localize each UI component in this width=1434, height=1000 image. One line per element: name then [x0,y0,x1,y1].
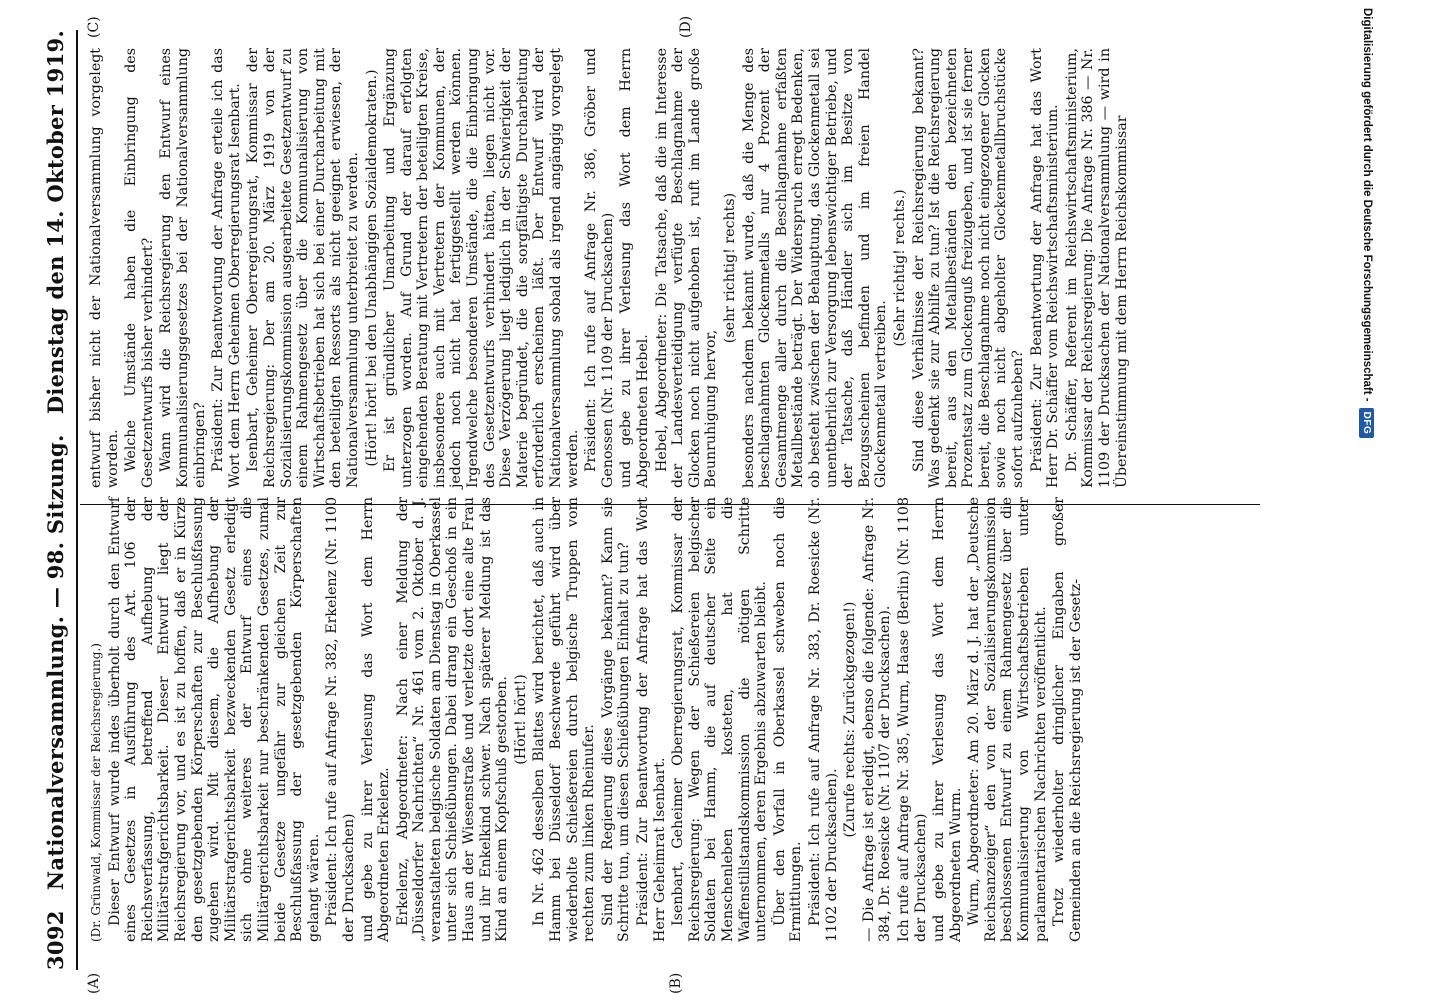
paragraph: Sind diese Verhältnisse der Reichsregierung bekannt? Was gedenkt sie zur Abhilfe zu tun? Ist die Reichsregierung bereit, aus den Metallbeständen den bezeichneten Prozentsatz zum Glockenguß freizugeben, und ist sie ferner bereit, die Beschlagnahme noch nicht eingezogener Glocken sowie noch nicht abgeholter Glockenmetallbruchstücke sofort aufzuheben? [910,48,1027,488]
paragraph: Über den Vorfall in Oberkassel schweben noch die Ermittlungen. [771,497,805,942]
paragraph: Präsident: Ich rufe auf Anfrage Nr. 382, Erkelenz (Nr. 1100 der Drucksachen) [324,497,357,942]
interjection: (Hört! hört!) [512,674,529,765]
paragraph: und gebe zu ihrer Verlesung das Wort dem Herrn Abgeordneten Hebel. [618,48,651,488]
paragraph: besonders nachdem bekannt wurde, daß die Menge des beschlagnahmten Glockenmetalls nur 4 Prozent der Gesamtmenge aller durch die Beschlagnahme erfaßten Metallbestände beträgt. Der Widerspruch erregt Bedenken, ob besteht zwischen der Behauptung, das Glockenmetall sei unentbehrlich zur Versorgung lebenswichtiger Betriebe, und der Tatsache, daß Händler sich im Besitze von Bezugsscheinen befinden und im freien Handel Glockenmetall vertreiben. [740,48,890,488]
margin-mark-b: (B) [668,972,684,994]
page-header [38,30,72,970]
paragraph: Dr. Schäffer, Referent im Reichswirtschaftsministerium, Kommissar der Reichsregierung: Die Anfrage Nr. 386 — Nr. 1109 der Drucksachen der Nationalversammlung — wird in Übereinstimmung mit dem Herrn Reichskommissar [1063,48,1130,488]
page-number: 3092 [42,910,68,970]
left-column [88,497,1086,942]
paragraph: Wann wird die Reichsregierung den Entwurf eines Kommunalisierungsgesetzes bei der Nationalversammlung einbringen? [158,48,208,488]
paragraph: Präsident: Ich rufe auf Anfrage Nr. 383, Dr. Roesicke (Nr. 1102 der Drucksachen). [806,497,840,942]
paragraph: und gebe zu ihrer Verlesung das Wort dem Herrn Abgeordneten Erkelenz. [359,497,393,942]
paragraph: Welche Umstände haben die Einbringung des Gesetzentwurfs bisher verhindert? [123,48,156,488]
dfg-logo: DFG [1360,408,1375,439]
page-title: Nationalversammlung. — 98. Sitzung. [42,434,68,891]
right-column [88,48,1132,488]
interjection: (sehr richtig! rechts) [721,192,738,344]
margin-mark-c: (C) [86,16,102,38]
paragraph: Präsident: Zur Beantwortung der Anfrage hat das Wort Herr Dr. Schäffer vom Reichswirtschaftsministerium. [1028,48,1062,488]
margin-mark-d: (D) [678,15,694,38]
paragraph: und gebe zu ihrer Verlesung das Wort dem Herrn Abgeordneten Wurm. [931,497,964,942]
paragraph: Dieser Entwurf wurde indes überholt durch den Entwurf eines Gesetzes in Ausführung des Art. 106 der Reichsverfassung, betreffend Aufhebung der Militärstrafgerichtsbarkeit. Dieser Entwurf liegt der Reichsregierung vor, und es ist zu hoffen, daß er in Kürze den gesetzgebenden Körperschaften zur Beschlußfassung zugehen wird. Mit diesem, die Aufhebung der Militärstrafgerichtsbarkeit bezweckenden Gesetz erledigt sich ohne weiteres der Entwurf eines die Militärgerichtsbarkeit nur beschränkenden Gesetzes, zumal beide Gesetze ungefähr zur gleichen Zeit zur Beschlußfassung der gesetzgebenden Körperschaften gelangt wären. [106,497,322,942]
digitization-note [1354,8,1380,988]
interjection: (Sehr richtig! rechts.) [891,189,908,347]
header-rule [76,30,78,970]
paragraph: Präsident: Zur Beantwortung der Anfrage erteile ich das Wort dem Herrn Geheimen Oberregierungsrat Isenbart. [210,48,243,488]
paragraph: entwurf bisher nicht der Nationalversammlung vorgelegt worden. [88,48,121,488]
paragraph: (Dr. Grünwald, Kommissar der Reichsregierung.) [89,643,103,942]
paragraph: Wurm, Abgeordneter: Am 20. März d. J. hat der „Deutsche Reichsanzeiger“ den von der Sozialisierungskommission beschlossenen Entwurf zu einem Rahmengesetz über die Kommunalisierung von Wirtschaftsbetrieben unter parlamentarischen Nachrichten veröffentlicht. [966,497,1049,942]
paragraph: Hebel, Abgeordneter: Die Tatsache, daß die im Interesse der Landesverteidigung verfügte Beschlagnahme der Glocken noch nicht aufgehoben ist, ruft im Lande große Beunruhigung hervor, [653,48,720,488]
paragraph: — Die Anfrage ist erledigt, ebenso die folgende: Anfrage Nr. 384, Dr. Roesicke (Nr. 1107 der Drucksachen). [860,497,894,942]
interjection: (Hört! hört! bei den Unabhängigen Sozialdemokraten.) [363,69,380,467]
paragraph: Er ist gründlicher Umarbeitung und Ergänzung unterzogen worden. Auf Grund der darauf erfolgten eingehenden Beratung mit Vertretern der beteiligten Kreise, insbesondere auch mit Vertretern der Kommunen, der jedoch noch nicht hat fertiggestellt werden können. Irgendwelche besonderen Umstände, die die Einbringung des Gesetzentwurfs verhindert hätten, liegen nicht vor. Diese Verzögerung liegt lediglich in der Schwierigkeit der Materie begründet, die die sorgfältigste Durcharbeitung erforderlich erscheinen läßt. Der Entwurf wird der Nationalversammlung sobald als irgend angängig vorgelegt werden. [382,48,581,488]
paragraph: In Nr. 462 desselben Blattes wird berichtet, daß auch in Hamm bei Düsseldorf Beschwerde geführt wird über wiederholte Schießereien durch belgische Truppen vom rechten zum linken Rheinufer. [531,497,598,942]
session-date: Dienstag den 14. Oktober 1919. [42,30,68,415]
paragraph: Isenbart, Geheimer Oberregierungsrat, Kommissar der Reichsregierung: Wegen der Schießereien belgischer Soldaten bei Hamm, die auf deutscher Seite ein Menschenleben kosteten, hat die Waffenstillstandskommission die nötigen Schritte unternommen, deren Ergebnis abzuwarten bleibt. [670,497,770,942]
paragraph: Sind der Regierung diese Vorgänge bekannt? Kann sie Schritte tun, um diesen Schießübungen Einhalt zu tun? [599,497,633,942]
margin-mark-a: (A) [86,972,102,994]
paragraph: Präsident: Zur Beantwortung der Anfrage hat das Wort Herr Geheimrat Isenbart. [635,497,668,942]
digitization-text: Digitalisierung gefördert durch die Deutsche Forschungsgemeinschaft - [1361,8,1373,402]
paragraph: Ich rufe auf Anfrage Nr. 385, Wurm, Haase (Berlin) (Nr. 1108 der Drucksachen) [895,497,929,942]
paragraph: Präsident: Ich rufe auf Anfrage Nr. 386, Gröber und Genossen (Nr. 1109 der Drucksachen) [583,48,616,488]
paragraph: Isenbart, Geheimer Oberregierungsrat, Kommissar der Reichsregierung: Der am 20. März 1919 von der Sozialisierungskommission ausgearbeitete Gesetzentwurf zu einem Rahmengesetz über die Kommunalisierung von Wirtschaftsbetrieben hat sich bei einer Durcharbeitung mit den beteiligten Ressorts als nicht geeignet erwiesen, der Nationalversammlung unterbreitet zu werden. [245,48,361,488]
paragraph: Trotz wiederholter dringlicher Eingaben großer Gemeinden an die Reichsregierung ist der Gesetz- [1051,497,1084,942]
interjection: (Zurufe rechts: Zurückgezogen!) [842,601,859,838]
paragraph: Erkelenz, Abgeordneter: Nach einer Meldung der „Düsseldorfer Nachrichten“ Nr. 461 vom 2. Oktober d. J. veranstalteten belgische Soldaten am Dienstag in Oberkassel unter sich Schießübungen. Dabei drang ein Geschoß in ein Haus an der Wiesenstraße und verletzte dort eine alte Frau und ihr Enkelkind schwer. Nach späterer Meldung ist das Kind an einem Kopfschuß gestorben. [394,497,511,942]
